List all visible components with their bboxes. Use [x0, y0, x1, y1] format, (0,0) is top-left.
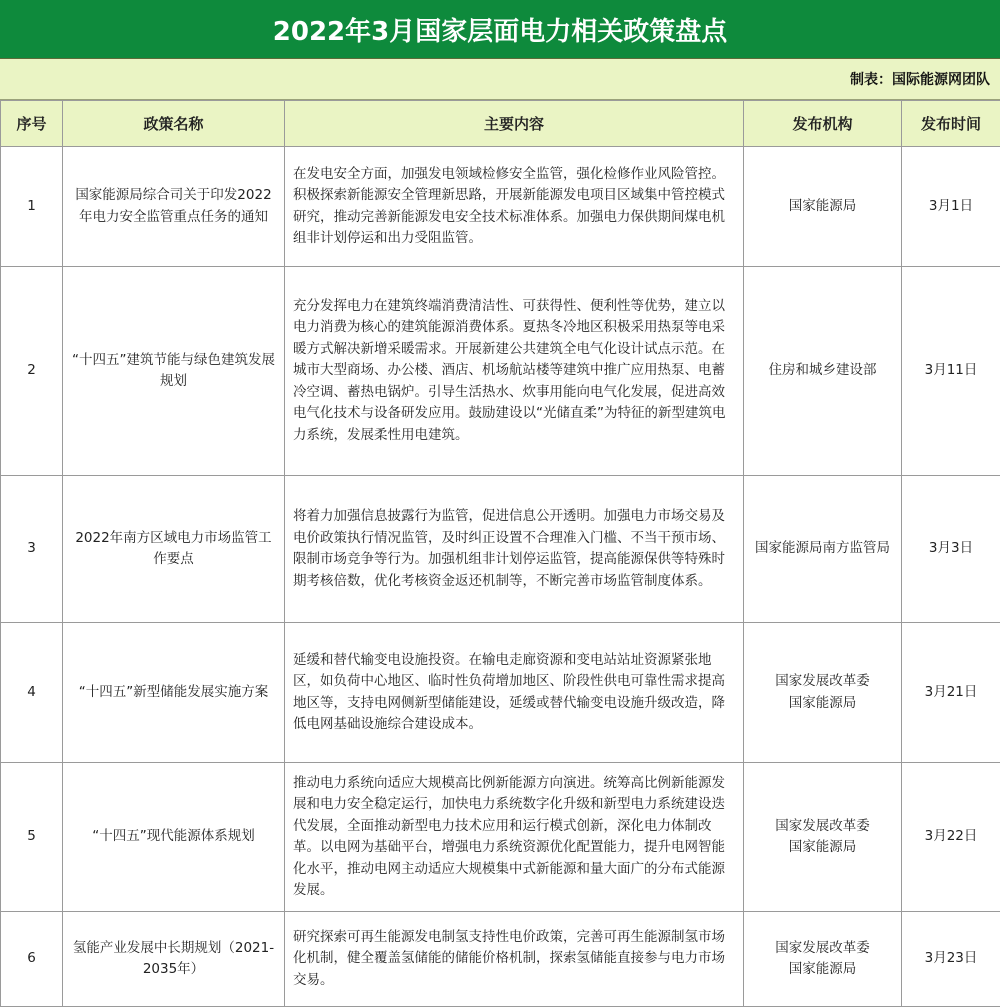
credit-text: 制表：国际能源网团队	[850, 69, 990, 89]
header-name: 政策名称	[63, 101, 285, 147]
policy-content: 充分发挥电力在建筑终端消费清洁性、可获得性、便利性等优势，建立以电力消费为核心的建筑能源消费体系。夏热冬冷地区积极采用热泵等电采暖方式解决新增采暖需求。开展新建公共建筑全电气化设计试点示范。在城市大型商场、办公楼、酒店、机场航站楼等建筑中推广应用热泵、电蓄冷空调、蓄热电锅炉。引导生活热水、炊事用能向电气化发展，促进高效电气化技术与设备研发应用。鼓励建设以“光储直柔”为特征的新型建筑电力系统，发展柔性用电建筑。	[285, 267, 744, 476]
policy-date: 3月3日	[902, 476, 1000, 623]
policy-name: “十四五”现代能源体系规划	[63, 763, 285, 912]
table-row	[1, 623, 1000, 763]
table-row	[1, 147, 1000, 267]
policy-name: 国家能源局综合司关于印发2022年电力安全监管重点任务的通知	[63, 147, 285, 267]
policy-name: “十四五”建筑节能与绿色建筑发展规划	[63, 267, 285, 476]
policy-content: 推动电力系统向适应大规模高比例新能源方向演进。统筹高比例新能源发展和电力安全稳定运行，加快电力系统数字化升级和新型电力系统建设迭代发展，全面推动新型电力技术应用和运行模式创新，深化电力体制改革。以电网为基础平台，增强电力系统资源优化配置能力，提升电网智能化水平，推动电网主动适应大规模集中式新能源和量大面广的分布式能源发展。	[285, 763, 744, 912]
table-row	[1, 912, 1000, 1007]
row-no: 4	[1, 623, 63, 763]
policy-date: 3月11日	[902, 267, 1000, 476]
table-row	[1, 267, 1000, 476]
header-content: 主要内容	[285, 101, 744, 147]
policy-name: 氢能产业发展中长期规划（2021-2035年）	[63, 912, 285, 1007]
row-no: 3	[1, 476, 63, 623]
policy-content: 在发电安全方面，加强发电领域检修安全监管，强化检修作业风险管控。积极探索新能源安全管理新思路，开展新能源发电项目区域集中管控模式研究，推动完善新能源发电安全技术标准体系。加强电力保供期间煤电机组非计划停运和出力受阻监管。	[285, 147, 744, 267]
policy-date: 3月21日	[902, 623, 1000, 763]
policy-org: 住房和城乡建设部	[744, 267, 902, 476]
credit-line	[0, 59, 1000, 100]
policy-name: “十四五”新型储能发展实施方案	[63, 623, 285, 763]
page-title: 2022年3月国家层面电力相关政策盘点	[0, 0, 1000, 59]
header-no: 序号	[1, 101, 63, 147]
row-no: 2	[1, 267, 63, 476]
policy-org: 国家发展改革委 国家能源局	[744, 912, 902, 1007]
policy-name: 2022年南方区域电力市场监管工作要点	[63, 476, 285, 623]
header-date: 发布时间	[902, 101, 1000, 147]
policy-content: 研究探索可再生能源发电制氢支持性电价政策，完善可再生能源制氢市场化机制，健全覆盖氢储能的储能价格机制，探索氢储能直接参与电力市场交易。	[285, 912, 744, 1007]
row-no: 1	[1, 147, 63, 267]
policy-content: 延缓和替代输变电设施投资。在输电走廊资源和变电站站址资源紧张地区，如负荷中心地区、临时性负荷增加地区、阶段性供电可靠性需求提高地区等，支持电网侧新型储能建设，延缓或替代输变电设施升级改造，降低电网基础设施综合建设成本。	[285, 623, 744, 763]
policy-org: 国家发展改革委 国家能源局	[744, 623, 902, 763]
policy-date: 3月1日	[902, 147, 1000, 267]
policy-content: 将着力加强信息披露行为监管，促进信息公开透明。加强电力市场交易及电价政策执行情况监管，及时纠正设置不合理准入门槛、不当干预市场、限制市场竞争等行为。加强机组非计划停运监管，提高能源保供等特殊时期考核倍数，优化考核资金返还机制等，不断完善市场监管制度体系。	[285, 476, 744, 623]
policy-org: 国家能源局南方监管局	[744, 476, 902, 623]
row-no: 5	[1, 763, 63, 912]
table-row	[1, 476, 1000, 623]
policy-date: 3月23日	[902, 912, 1000, 1007]
row-no: 6	[1, 912, 63, 1007]
policy-org: 国家能源局	[744, 147, 902, 267]
policy-table	[0, 100, 1000, 1007]
policy-date: 3月22日	[902, 763, 1000, 912]
policy-org: 国家发展改革委 国家能源局	[744, 763, 902, 912]
header-org: 发布机构	[744, 101, 902, 147]
table-row	[1, 763, 1000, 912]
table-header-row	[1, 101, 1000, 147]
